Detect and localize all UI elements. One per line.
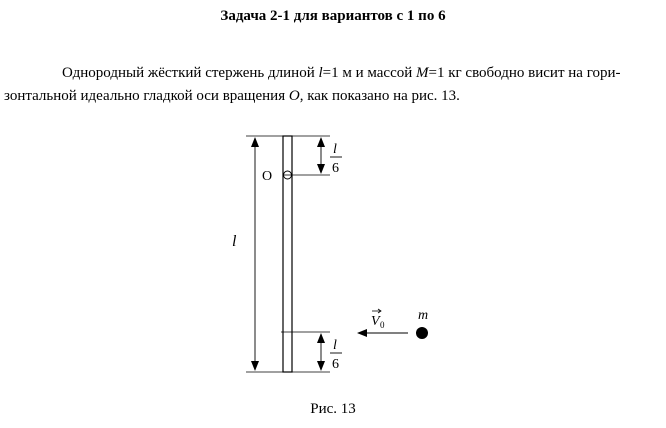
label-O: O bbox=[262, 169, 273, 184]
text-part-5: , как показано на рис. 13. bbox=[299, 88, 460, 104]
label-l: l bbox=[232, 233, 237, 250]
text-part-4: зонтальной идеально гладкой оси вращения bbox=[4, 88, 289, 104]
top-fraction-numerator: l bbox=[333, 142, 337, 157]
var-O: O bbox=[288, 88, 300, 104]
var-M: M bbox=[416, 65, 429, 81]
var-l: l bbox=[318, 65, 323, 81]
label-m: m bbox=[418, 308, 429, 323]
bottom-fraction-denominator: 6 bbox=[332, 357, 339, 372]
label-V: V bbox=[371, 314, 380, 329]
label-V-subscript: 0 bbox=[380, 320, 385, 330]
point-mass bbox=[416, 327, 428, 339]
text-part-2: =1 м и массой bbox=[322, 65, 417, 81]
text-part-1: Однородный жёсткий стержень длиной bbox=[62, 65, 319, 81]
bottom-fraction-numerator: l bbox=[333, 338, 337, 353]
problem-title: Задача 2-1 для вариантов с 1 по 6 bbox=[220, 8, 446, 24]
text-part-3: =1 кг свободно висит на гори- bbox=[428, 65, 621, 81]
figure-caption: Рис. 13 bbox=[310, 401, 356, 417]
top-fraction-denominator: 6 bbox=[332, 161, 339, 176]
